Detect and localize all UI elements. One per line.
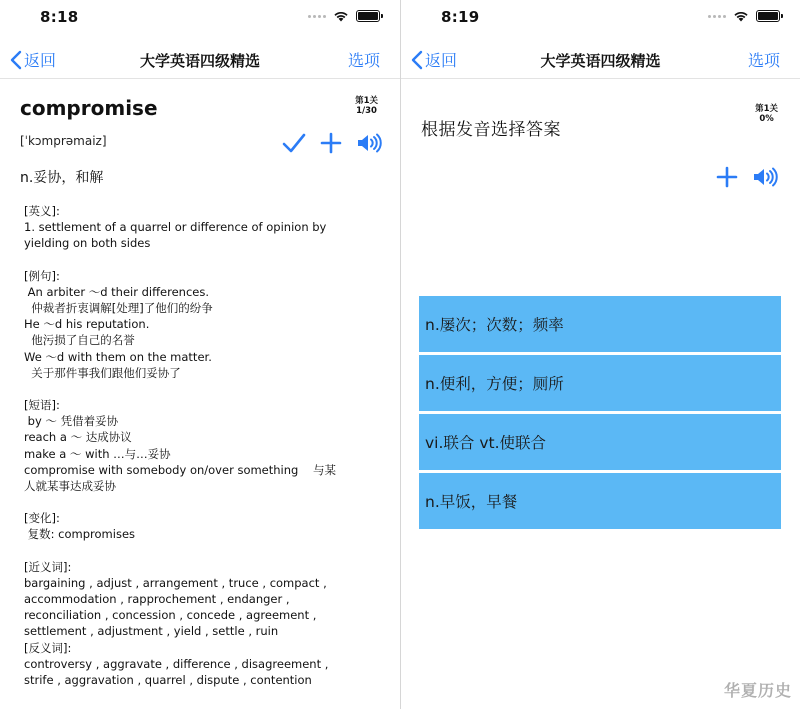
details-gap bbox=[24, 252, 374, 268]
details-line: 仲裁者折衷调解[处理]了他们的纷争 bbox=[24, 301, 213, 316]
cellular-signal-icon bbox=[708, 15, 726, 18]
level-badge bbox=[755, 104, 778, 124]
details-line: [反义词]: bbox=[24, 640, 72, 655]
details-line: [短语]: bbox=[24, 398, 60, 413]
details-line: settlement , adjustment , yield , settle , ruin bbox=[24, 624, 279, 639]
back-label: 返回 bbox=[425, 51, 458, 70]
nav-title: 大学英语四级精选 bbox=[139, 52, 260, 70]
nav-title: 大学英语四级精选 bbox=[540, 52, 661, 70]
level-badge bbox=[355, 96, 378, 116]
details-gap bbox=[24, 494, 374, 510]
details-line: reach a ～ 达成协议 bbox=[24, 430, 132, 445]
watermark: 华夏历史 bbox=[723, 681, 792, 700]
status-icons bbox=[708, 10, 780, 22]
status-icons bbox=[308, 10, 380, 22]
word-details bbox=[24, 203, 374, 688]
details-line: He ～d his reputation. bbox=[24, 317, 150, 332]
details-line: bargaining , adjust , arrangement , truce , compact , bbox=[24, 575, 327, 590]
details-line: by ～ 凭借着妥协 bbox=[24, 414, 119, 429]
answer-option-3[interactable]: vi.联合 vt.使联合 bbox=[419, 414, 781, 470]
navigation-bar bbox=[0, 40, 400, 79]
details-line: 人就某事达成妥协 bbox=[24, 479, 116, 494]
word-actions bbox=[282, 132, 382, 154]
quiz-actions bbox=[716, 166, 778, 188]
quiz-prompt: 根据发音选择答案 bbox=[421, 120, 561, 140]
answer-option-1[interactable]: n.屡次；次数；频率 bbox=[419, 296, 781, 352]
answer-option-2[interactable]: n.便利，方便；厕所 bbox=[419, 355, 781, 411]
details-line: reconciliation , concession , concede , agreement , bbox=[24, 608, 317, 623]
phonetic: [ˈkɔmprəmaiz] bbox=[20, 134, 107, 148]
level-progress: 1/30 bbox=[356, 106, 377, 116]
status-bar bbox=[0, 0, 400, 36]
word-title: compromise bbox=[20, 96, 158, 120]
add-icon[interactable] bbox=[320, 132, 342, 154]
details-gap bbox=[24, 543, 374, 559]
status-time: 8:18 bbox=[40, 8, 79, 26]
details-line: 关于那件事我们跟他们妥协了 bbox=[24, 365, 181, 380]
word-meaning: n.妥协，和解 bbox=[20, 170, 104, 186]
details-line: controversy , aggravate , difference , disagreement , bbox=[24, 656, 329, 671]
details-line: compromise with somebody on/over something 与某 bbox=[24, 462, 336, 477]
level-progress: 0% bbox=[759, 114, 774, 124]
details-line: We ～d with them on the matter. bbox=[24, 349, 212, 364]
speaker-icon[interactable] bbox=[752, 166, 778, 188]
details-line: 1. settlement of a quarrel or difference of opinion by bbox=[24, 220, 327, 235]
details-line: 复数: compromises bbox=[24, 527, 136, 542]
details-line: [英义]: bbox=[24, 204, 60, 218]
cellular-signal-icon bbox=[308, 15, 326, 18]
details-line: make a ～ with …与…妥协 bbox=[24, 446, 171, 461]
status-time: 8:19 bbox=[441, 8, 480, 26]
details-line: [例句]: bbox=[24, 268, 60, 283]
level-label: 第1关 bbox=[355, 96, 378, 106]
options-button[interactable]: 选项 bbox=[347, 51, 380, 70]
back-label: 返回 bbox=[24, 51, 57, 70]
answer-option-4[interactable]: n.早饭，早餐 bbox=[419, 473, 781, 529]
details-line: [近义词]: bbox=[24, 559, 72, 574]
wifi-icon bbox=[333, 10, 349, 22]
battery-icon bbox=[756, 10, 780, 22]
checkmark-icon[interactable] bbox=[282, 132, 306, 154]
options-button[interactable]: 选项 bbox=[747, 51, 780, 70]
details-line: yielding on both sides bbox=[24, 236, 151, 251]
level-label: 第1关 bbox=[755, 104, 778, 114]
navigation-bar bbox=[401, 40, 800, 79]
quiz-screen bbox=[401, 0, 800, 709]
details-line: 他污损了自己的名誉 bbox=[24, 333, 135, 348]
details-line: strife , aggravation , quarrel , dispute , contention bbox=[24, 673, 312, 688]
battery-icon bbox=[356, 10, 380, 22]
details-gap bbox=[24, 381, 374, 397]
wifi-icon bbox=[733, 10, 749, 22]
details-line: [变化]: bbox=[24, 511, 60, 526]
add-icon[interactable] bbox=[716, 166, 738, 188]
status-bar bbox=[401, 0, 800, 36]
details-line: An arbiter ～d their differences. bbox=[24, 284, 209, 299]
speaker-icon[interactable] bbox=[356, 132, 382, 154]
details-line: accommodation , rapprochement , endanger , bbox=[24, 592, 290, 607]
